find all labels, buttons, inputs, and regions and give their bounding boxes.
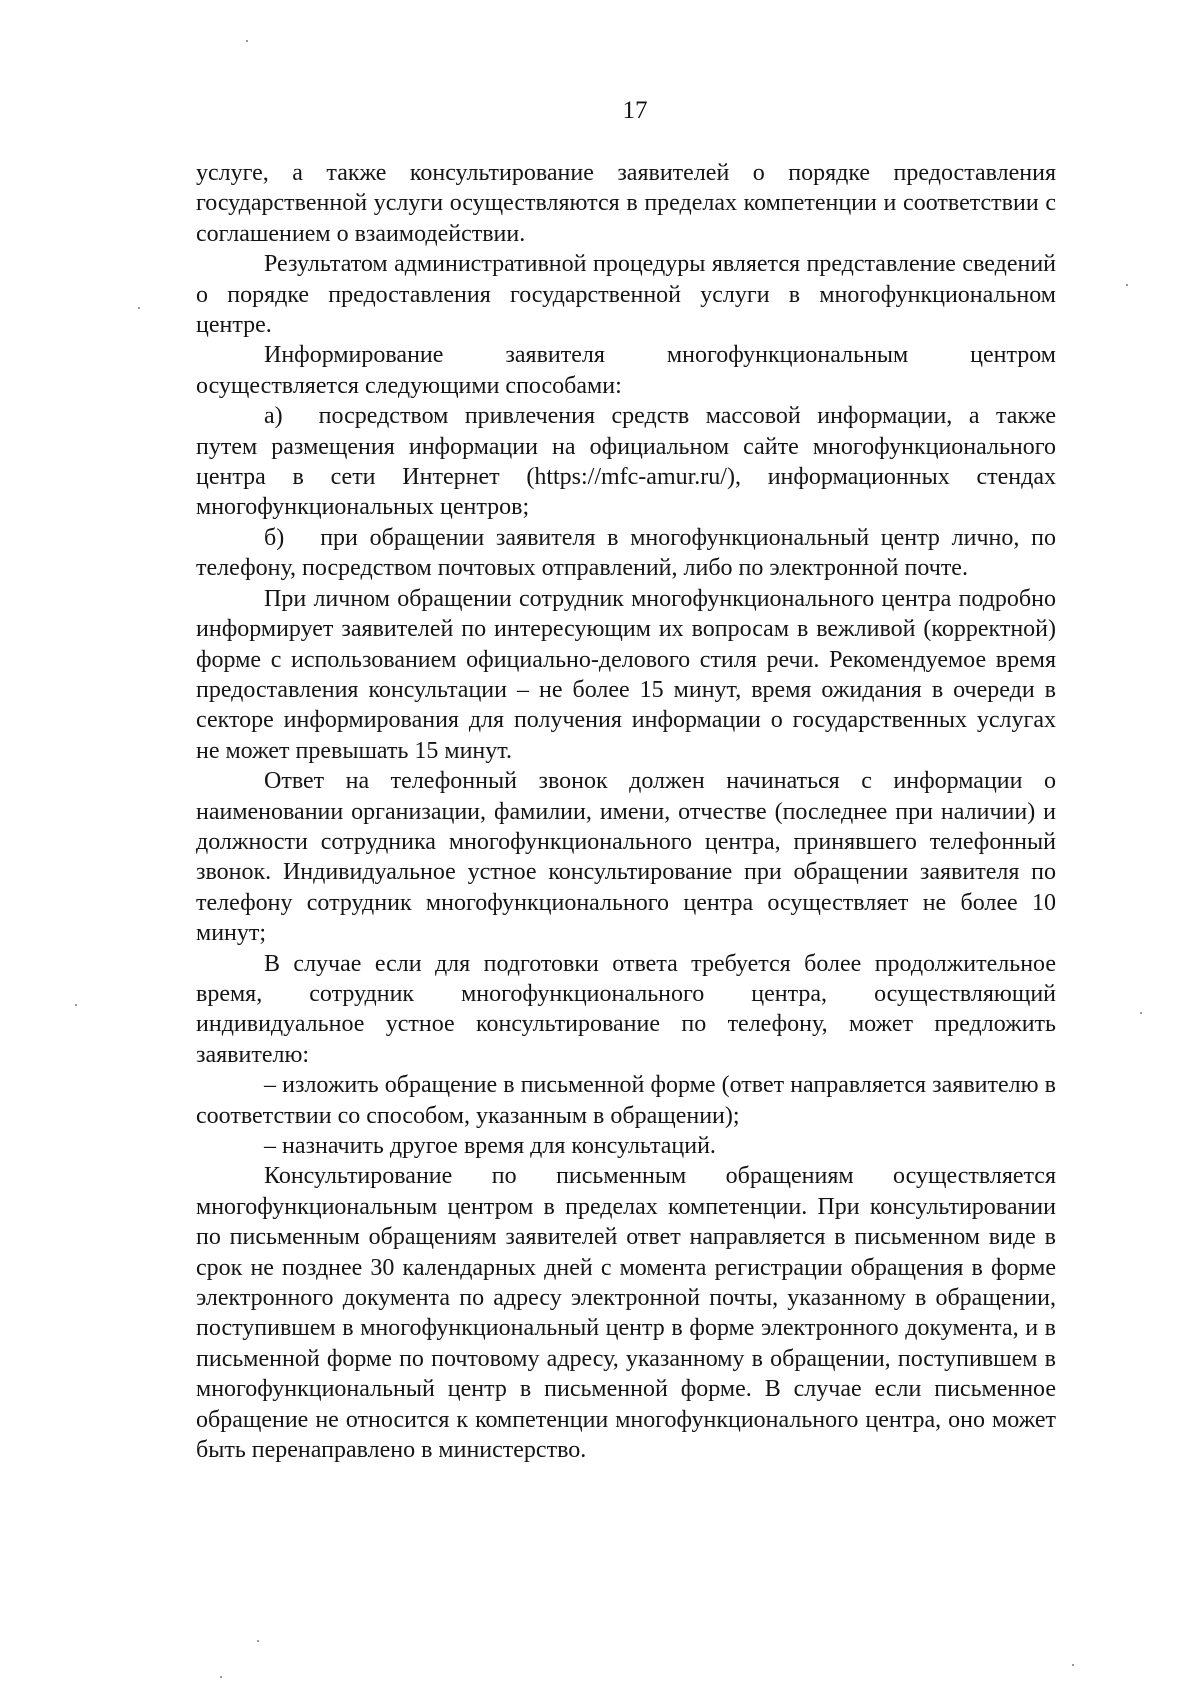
- scan-speck: [1140, 1012, 1142, 1014]
- page-number: 17: [622, 97, 648, 124]
- list-item-b: б) при обращении заявителя в многофункциональный центр лично, по телефону, посредством почтовых отправлений, либо по электронной почте.: [196, 524, 1056, 582]
- dash-item-written-request: – изложить обращение в письменной форме (ответ направляется заявителю в соответствии со способом, указанным в обращении);: [196, 1072, 1056, 1129]
- scan-speck: [1072, 1664, 1074, 1666]
- paragraph-informing-methods: Информирование заявителя многофункциональным центром осуществляется следующими способами:: [196, 342, 1056, 399]
- scan-speck: [246, 40, 248, 42]
- scan-speck: [257, 1640, 259, 1642]
- document-body: [196, 158, 1056, 1465]
- paragraph-procedure-result: Результатом административной процедуры является представление сведений о порядке предоставления государственной услуги в многофункциональном центре.: [196, 251, 1056, 339]
- scan-speck: [138, 307, 140, 309]
- paragraph-personal-visit: При личном обращении сотрудник многофункционального центра подробно информирует заявителей по интересующим их вопросам в вежливой (корректной) форме с использованием официально-делового стиля речи. Рекомендуемое время предоставления консультации – не более 15 минут, время ожидания в очереди в секторе информирования для получения информации о государственных услугах не может превышать 15 минут.: [196, 585, 1056, 764]
- paragraph-written-consultation: Консультирование по письменным обращениям осуществляется многофункциональным центром в пределах компетенции. При консультировании по письменным обращениям заявителей ответ направляется в письменном виде в срок не позднее 30 календарных дней с момента регистрации обращения в форме электронного документа по адресу электронной почты, указанному в обращении, поступившем в многофункциональный центр в форме электронного документа, и в письменной форме по почтовому адресу, указанному в обращении, поступившем в многофункциональный центр в письменной форме. В случае если письменное обращение не относится к компетенции многофункционального центра, оно может быть перенаправлено в министерство.: [196, 1163, 1056, 1464]
- scan-speck: [1126, 284, 1128, 286]
- scan-speck: [220, 1676, 222, 1678]
- dash-item-other-time: – назначить другое время для консультаций.: [264, 1133, 716, 1159]
- paragraph-longer-answer: В случае если для подготовки ответа требуется более продолжительное время, сотрудник многофункционального центра, осуществляющий индивидуальное устное консультирование по телефону, может предложить заявителю:: [196, 950, 1056, 1068]
- paragraph-continuation: услуге, а также консультирование заявителей о порядке предоставления государственной услуги осуществляются в пределах компетенции и соответствии с соглашением о взаимодействии.: [196, 160, 1056, 247]
- scan-speck: [75, 1004, 77, 1006]
- paragraph-phone-call: Ответ на телефонный звонок должен начинаться с информации о наименовании организации, фамилии, имени, отчестве (последнее при наличии) и должности сотрудника многофункционального центра, принявшего телефонный звонок. Индивидуальное устное консультирование при обращении заявителя по телефону сотрудник многофункционального центра осуществляет не более 10 минут;: [196, 768, 1056, 947]
- list-item-a: а) посредством привлечения средств массовой информации, а также путем размещения информации на официальном сайте многофункционального центра в сети Интернет (https://mfc-amur.ru/), информационных стендах многофункциональных центров;: [196, 403, 1056, 521]
